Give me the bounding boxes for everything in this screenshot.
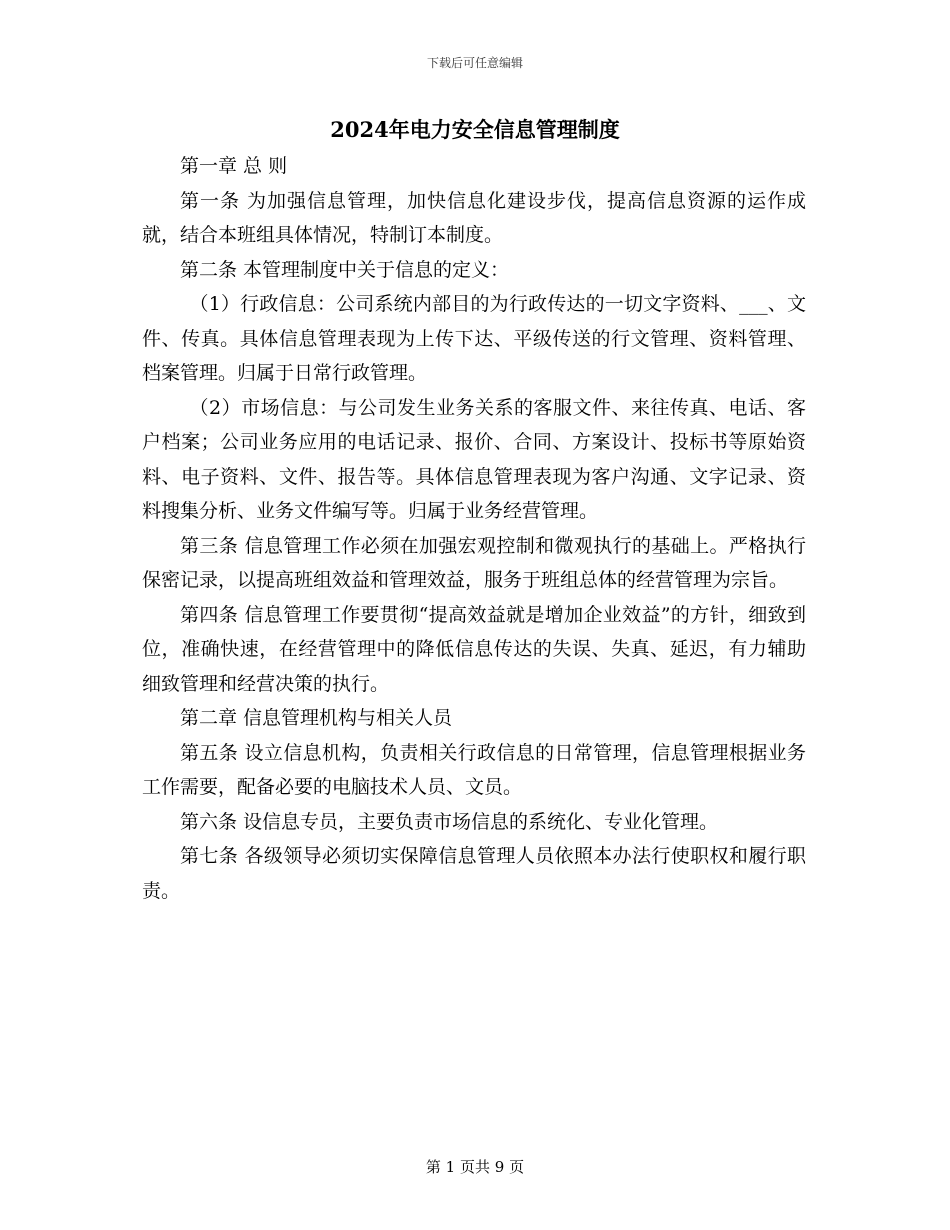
page-header-note: 下载后可任意编辑 — [426, 56, 523, 70]
page-number-footer: 第 1 页共 9 页 — [425, 1158, 525, 1176]
article-2: 第二条 本管理制度中关于信息的定义： — [180, 258, 510, 281]
article-3: 第三条 信息管理工作必须在加强宏观控制和微观执行的基础上。严格执行保密记录，以提高班组效益和管理效益，服务于班组总体的经营管理为宗旨。 — [142, 534, 806, 591]
chapter-heading-2: 第二章 信息管理机构与相关人员 — [180, 707, 453, 729]
article-2-item-1: （1）行政信息：公司系统内部目的为行政传达的一切文字资料、___、文件、传真。具体信息管理表现为上传下达、平级传送的行文管理、资料管理、档案管理。归属于日常行政管理。 — [142, 293, 806, 384]
article-4: 第四条 信息管理工作要贯彻“提高效益就是增加企业效益”的方针，细致到位，准确快速，在经营管理中的降低信息传达的失误、失真、延迟，有力辅助细致管理和经营决策的执行。 — [142, 603, 806, 695]
chapter-heading-1: 第一章 总 则 — [180, 155, 288, 177]
article-1: 第一条 为加强信息管理，加快信息化建设步伐，提高信息资源的运作成就，结合本班组具体情况，特制订本制度。 — [142, 189, 806, 246]
article-6: 第六条 设信息专员，主要负责市场信息的系统化、专业化管理。 — [180, 810, 719, 833]
article-5: 第五条 设立信息机构，负责相关行政信息的日常管理，信息管理根据业务工作需要，配备必要的电脑技术人员、文员。 — [142, 741, 806, 798]
article-7: 第七条 各级领导必须切实保障信息管理人员依照本办法行使职权和履行职责。 — [142, 845, 806, 902]
document-title: 2024年电力安全信息管理制度 — [330, 117, 620, 142]
document-body — [142, 149, 806, 908]
article-2-item-2: （2）市场信息：与公司发生业务关系的客服文件、来往传真、电话、客户档案；公司业务应用的电话记录、报价、合同、方案设计、投标书等原始资料、电子资料、文件、报告等。具体信息管理表现为客户沟通、文字记录、资料搜集分析、业务文件编写等。归属于业务经营管理。 — [142, 396, 806, 522]
